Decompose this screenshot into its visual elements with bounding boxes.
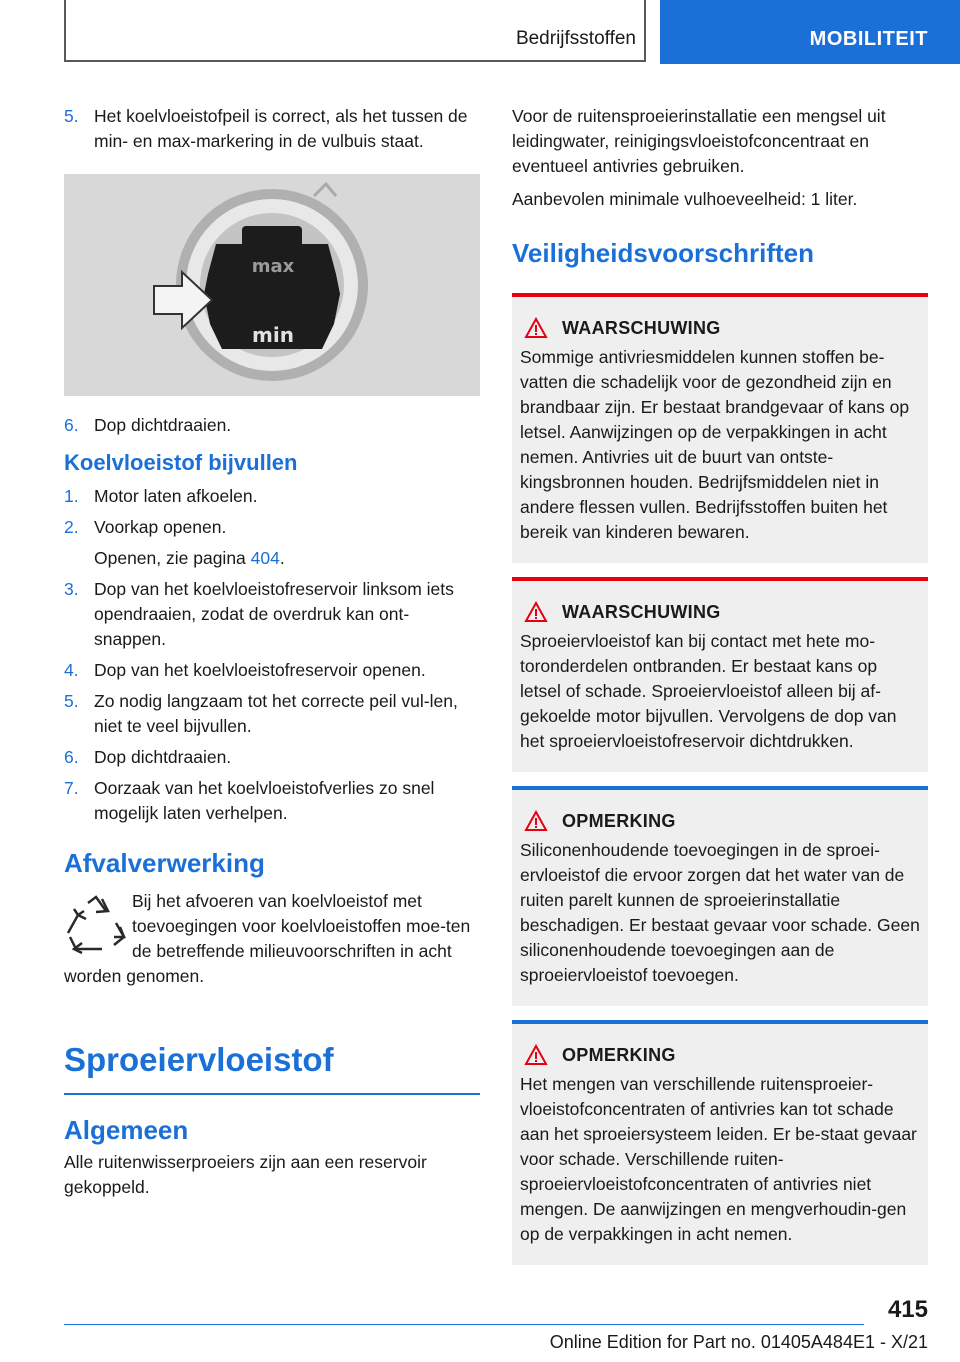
item-text: Dop van het koelvloeistofreservoir linksom iets opendraaien, zodat de overdruk kan ont-snappen. xyxy=(94,579,454,649)
header-section-tab[interactable]: Bedrijfsstoffen xyxy=(515,28,636,49)
section-divider xyxy=(64,1093,480,1095)
list-item xyxy=(64,413,480,438)
footer-divider xyxy=(64,1324,864,1325)
min-fill-text: Aanbevolen minimale vulhoeveelheid: 1 liter. xyxy=(512,189,858,209)
safety-heading: Veiligheidsvoorschriften xyxy=(512,238,814,268)
item-text: Dop van het koelvloeistofreservoir openen. xyxy=(94,660,426,680)
note-text: Het mengen van verschillende ruitensproeier-vloeistofconcentraten of antivries kan tot schade aan het sproeiersysteem leiden. Er be-staat gevaar voor schade. Verschillende ruiten-sproeiervloeistofconcentraten of antivries niet mengen. De aanwijzingen en mengverhoudin-gen op de verpakkingen in acht nemen. xyxy=(520,1074,917,1244)
list-item xyxy=(64,515,480,540)
reference-text: Openen, zie pagina xyxy=(94,548,251,568)
washer-fluid-heading: Sproeiervloeistof xyxy=(64,1041,334,1078)
note-text: Siliconenhoudende toevoegingen in de sproei-ervloeistof die ervoor zorgen dat het water van de ruiten parelt kunnen de sproeierinstallatie beschadigen. Er bestaat gevaar voor schade. Geen siliconenhoudende toevoegingen aan de sproeiervloeistof toevoegen. xyxy=(520,840,920,985)
item-text: Oorzaak van het koelvloeistofverlies zo snel mogelijk laten verhelpen. xyxy=(94,778,435,823)
warning-icon xyxy=(524,810,548,832)
list-item xyxy=(64,689,480,739)
warning-title: WAARSCHUWING xyxy=(562,317,721,338)
note-box xyxy=(512,1020,928,1265)
disposal-text: Bij het afvoeren van koelvloeistof met toevoegingen voor koelvloeistoffen moe-ten de betreffende milieuvoorschriften in acht worden genomen. xyxy=(64,891,471,986)
min-mark: min xyxy=(252,323,294,347)
item-text: Het koelvloeistofpeil is correct, als het tussen de min- en max-markering in de vulbuis staat. xyxy=(94,106,468,151)
header-chapter-tab[interactable] xyxy=(660,0,960,64)
item-number: 6. xyxy=(64,415,79,435)
warning-box xyxy=(512,293,928,563)
warning-icon xyxy=(524,317,548,339)
warning-text: Sommige antivriesmiddelen kunnen stoffen be-vatten die schadelijk voor de gezondheid zijn en brandbaar zijn. Er bestaat brandgevaar of kans op letsel. Aanwijzingen op de verpakkingen in acht nemen. Antivries uit de buurt van ontste-kingsbronnen houden. Bedrijfsmiddelen niet in andere flessen vullen. Bedrijfsstoffen buiten het bereik van kinderen bewaren. xyxy=(520,347,910,542)
general-text: Alle ruitenwisserproeiers zijn aan een reservoir gekoppeld. xyxy=(64,1152,427,1197)
item-number: 3. xyxy=(64,579,79,599)
page-reference xyxy=(64,546,480,571)
item-number: 5. xyxy=(64,106,79,126)
item-text: Voorkap openen. xyxy=(94,517,227,537)
reference-end: . xyxy=(279,548,285,568)
left-column xyxy=(64,104,480,1208)
fill-heading: Koelvloeistof bijvullen xyxy=(64,450,298,475)
warning-text: Sproeiervloeistof kan bij contact met hete mo-toronderdelen ontbranden. Er bestaat kans op letsel of schade. Sproeiervloeistof alleen bij af-gekoelde motor bijvullen. Vervolgens de dop van het sproeiervloeistofreservoir dichtdrukken. xyxy=(520,631,897,751)
list-item xyxy=(64,745,480,770)
list-item xyxy=(64,484,480,509)
chapter-label: MOBILITEIT xyxy=(809,27,928,50)
page-number: 415 xyxy=(887,1296,928,1323)
general-heading: Algemeen xyxy=(64,1115,189,1145)
intro-text: Voor de ruitensproeierinstallatie een mengsel uit leidingwater, reinigingsvloeistofconcentraat en eventueel antivries gebruiken. xyxy=(512,106,886,176)
list-item xyxy=(64,577,480,652)
disposal-paragraph xyxy=(64,889,480,989)
note-title: OPMERKING xyxy=(562,810,676,831)
item-text: Dop dichtdraaien. xyxy=(94,415,232,435)
item-number: 4. xyxy=(64,660,79,680)
warning-icon xyxy=(524,1044,548,1066)
list-item xyxy=(64,776,480,826)
note-box xyxy=(512,786,928,1006)
item-text: Zo nodig langzaam tot het correcte peil vul-len, niet te veel bijvullen. xyxy=(94,691,458,736)
item-text: Motor laten afkoelen. xyxy=(94,486,258,506)
item-number: 7. xyxy=(64,778,79,798)
warning-title: WAARSCHUWING xyxy=(562,601,721,622)
max-mark: max xyxy=(251,256,295,277)
warning-box xyxy=(512,577,928,772)
edition-footer: Online Edition for Part no. 01405A484E1 - X/21 xyxy=(549,1332,928,1352)
warning-icon xyxy=(524,601,548,623)
list-item xyxy=(64,658,480,683)
item-number: 1. xyxy=(64,486,79,506)
recycle-icon xyxy=(64,893,128,957)
note-title: OPMERKING xyxy=(562,1044,676,1065)
right-column xyxy=(512,104,928,1279)
coolant-level-photo xyxy=(64,174,480,396)
page-link[interactable]: 404 xyxy=(250,548,280,568)
item-number: 5. xyxy=(64,691,79,711)
item-number: 6. xyxy=(64,747,79,767)
list-item xyxy=(64,104,480,154)
item-text: Dop dichtdraaien. xyxy=(94,747,232,767)
disposal-heading: Afvalverwerking xyxy=(64,848,265,878)
item-number: 2. xyxy=(64,517,79,537)
